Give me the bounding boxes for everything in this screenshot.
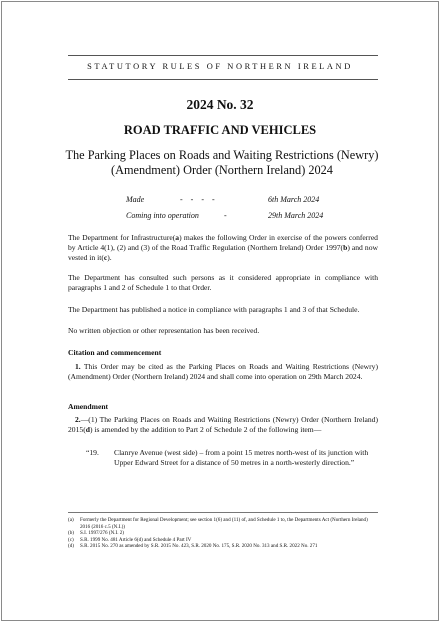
- footnotes: [68, 517, 378, 550]
- series-title: STATUTORY RULES OF NORTHERN IRELAND: [87, 62, 353, 71]
- operation-label: Coming into operation: [126, 211, 199, 220]
- order-number: 2024 No. 32: [186, 97, 254, 112]
- inserted-item-number: “19.: [86, 448, 99, 457]
- preamble-p1-a: The Department for Infrastructure(: [68, 233, 176, 242]
- footnote-ref-b: b: [343, 243, 348, 252]
- footnote-text: S.R. 2015 No. 270 as amended by S.R. 2015 No. 423, S.R. 2020 No. 175, S.R. 2020 No. 313 and S.R. 2022 No. 271: [80, 543, 318, 549]
- footnote-mark: (d): [68, 543, 74, 549]
- preamble-p1-c: ) and now vested in it(: [68, 243, 378, 262]
- preamble-paragraph-3: The Department has published a notice in compliance with paragraphs 1 and 3 of that Schedule.: [68, 305, 360, 314]
- operation-row: [126, 211, 326, 227]
- inserted-item-text: Clanrye Avenue (west side) – from a point 15 metres north-west of its junction with Upper Edward Street for a distance of 50 metres in a north-westerly direction.”: [114, 448, 369, 467]
- footnote-mark: (a): [68, 517, 74, 523]
- footnote: [68, 543, 378, 550]
- made-label: Made: [126, 195, 145, 204]
- preamble-paragraph-4: No written objection or other representation has been received.: [68, 326, 260, 335]
- amendment-heading: Amendment: [68, 402, 109, 411]
- citation-heading: Citation and commencement: [68, 348, 162, 357]
- footnote: [68, 517, 378, 530]
- operation-date: 29th March 2024: [268, 211, 324, 220]
- article-1-text: This Order may be cited as the Parking Places on Roads and Waiting Restrictions (Newry) (Amendment) Order (Northern Ireland) 2024 and shall come into operation on 29th March 2024.: [68, 362, 378, 381]
- footnote-mark: (b): [68, 530, 74, 536]
- preamble-paragraph-1: [68, 233, 378, 263]
- header-bottom-rule: [68, 79, 378, 80]
- article-2-text-b: ) is amended by the addition to Part 2 of Schedule 2 of the following item—: [89, 425, 322, 434]
- article-2-text-a: —(1) The Parking Places on Roads and Waiting Restrictions (Newry) Order (Northern Ireland) 2015(: [68, 415, 378, 434]
- footnote-ref-a: a: [175, 233, 180, 242]
- article-1-number: 1.: [75, 362, 81, 371]
- footnote-ref-c: c: [103, 253, 108, 262]
- footnote-text: S.I. 1997/276 (N.I. 2): [80, 530, 125, 536]
- header-top-rule: [68, 55, 378, 56]
- order-title: The Parking Places on Roads and Waiting Restrictions (Newry) (Amendment) Order (Northern Ireland) 2024: [65, 148, 379, 177]
- made-date: 6th March 2024: [268, 195, 320, 204]
- footnote-text: Formerly the Department for Regional Development; see section 1(6) and (11) of, and Schedule 1 to, the Departments Act (Northern Ireland) 2016 (2016 c.5 (N.I.)): [80, 517, 368, 530]
- footnote-rule: [68, 512, 378, 513]
- article-1: [68, 362, 378, 382]
- footnote-text: S.R. 1999 No. 481 Article 6(d) and Schedule 4 Part IV: [80, 536, 192, 543]
- made-dashes: - - - -: [180, 195, 218, 204]
- subject-heading: ROAD TRAFFIC AND VEHICLES: [123, 123, 317, 137]
- document-page: [1, 1, 439, 621]
- footnote-mark: (c): [68, 536, 74, 543]
- preamble-paragraph-2: The Department has consulted such persons as it considered appropriate in compliance with paragraphs 1 and 2 of Schedule 1 to that Order.: [68, 273, 378, 292]
- article-2: [68, 415, 378, 435]
- operation-dashes: -: [224, 211, 230, 220]
- preamble-p1-b: ) makes the following Order in exercise of the powers conferred by Article 4(1), (2) and (3) of the Road Traffic Regulation (Northern Ireland) Order 1997(: [68, 233, 378, 252]
- dates-block: [126, 195, 326, 227]
- made-row: [126, 195, 326, 211]
- footnote-ref-d: d: [85, 425, 90, 434]
- article-2-number: 2.: [75, 415, 81, 424]
- preamble-p1-d: ).: [107, 253, 112, 262]
